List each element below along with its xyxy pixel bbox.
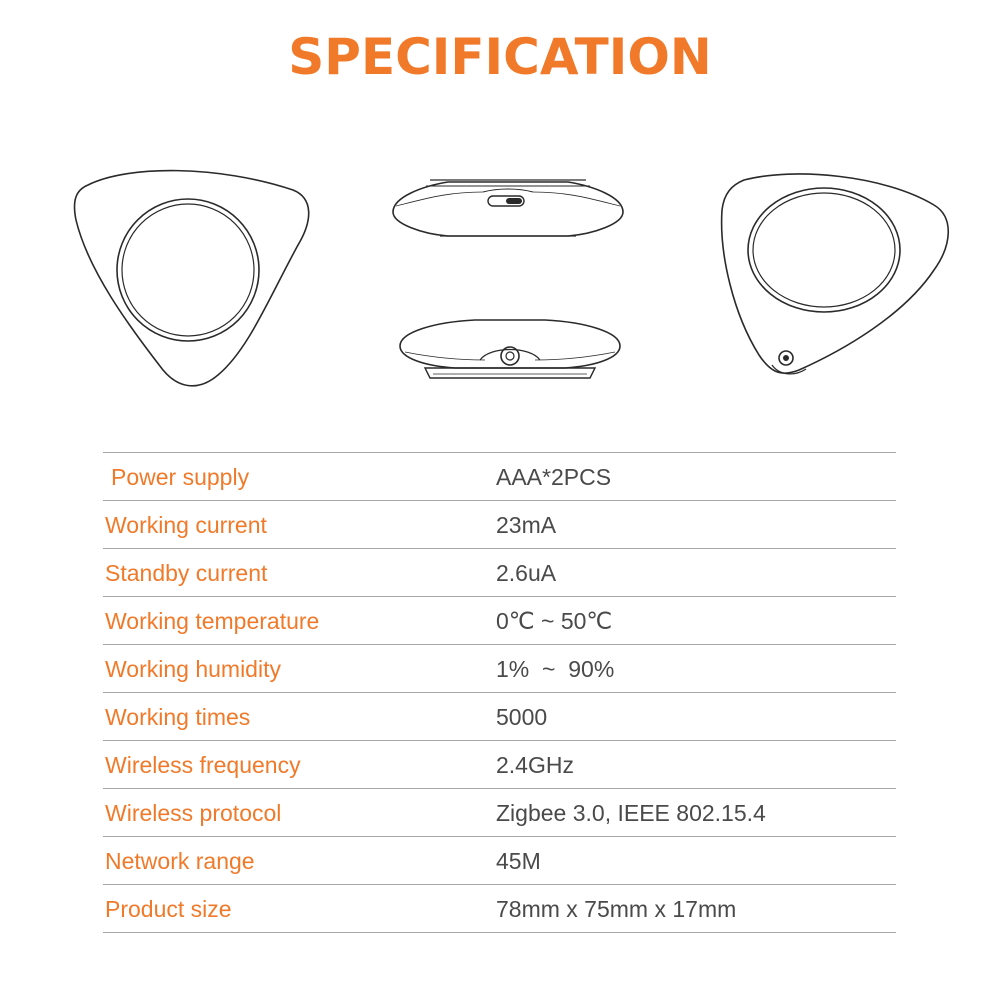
spec-label: Working times [105, 704, 251, 730]
spec-value: 45M [496, 848, 541, 874]
spec-row-wireless-frequency [103, 741, 896, 789]
page-title: SPECIFICATION [288, 28, 712, 86]
spec-row-wireless-protocol [103, 789, 896, 837]
spec-row-network-range [103, 837, 896, 885]
spec-row-working-times [103, 693, 896, 741]
spec-row-power-supply [103, 452, 896, 501]
spec-label: Product size [105, 896, 232, 922]
spec-value: 0℃ ~ 50℃ [496, 608, 613, 634]
spec-value: 23mA [496, 512, 557, 538]
spec-row-working-humidity [103, 645, 896, 693]
device-angled-view-icon [714, 165, 959, 385]
spec-label: Standby current [105, 560, 268, 586]
spec-row-product-size [103, 885, 896, 933]
spec-label: Working humidity [105, 656, 281, 682]
spec-value: 5000 [496, 704, 548, 730]
spec-value: AAA*2PCS [496, 464, 612, 490]
spec-value: 1% ~ 90% [496, 656, 615, 682]
device-front-view-icon [395, 316, 625, 386]
spec-value: 2.4GHz [496, 752, 574, 778]
spec-label: Wireless frequency [105, 752, 301, 778]
spec-label: Wireless protocol [105, 800, 282, 826]
spec-row-working-temperature [103, 597, 896, 645]
spec-value: 78mm x 75mm x 17mm [496, 896, 737, 922]
spec-value: 2.6uA [496, 560, 557, 586]
spec-label: Working temperature [105, 608, 320, 634]
spec-table [103, 452, 896, 933]
spec-label: Network range [105, 848, 255, 874]
spec-row-working-current [103, 501, 896, 549]
device-top-view-icon [68, 160, 318, 390]
spec-value: Zigbee 3.0, IEEE 802.15.4 [496, 800, 766, 826]
spec-row-standby-current [103, 549, 896, 597]
spec-label: Power supply [111, 464, 250, 490]
device-side-view-icon [388, 172, 628, 244]
spec-label: Working current [105, 512, 267, 538]
